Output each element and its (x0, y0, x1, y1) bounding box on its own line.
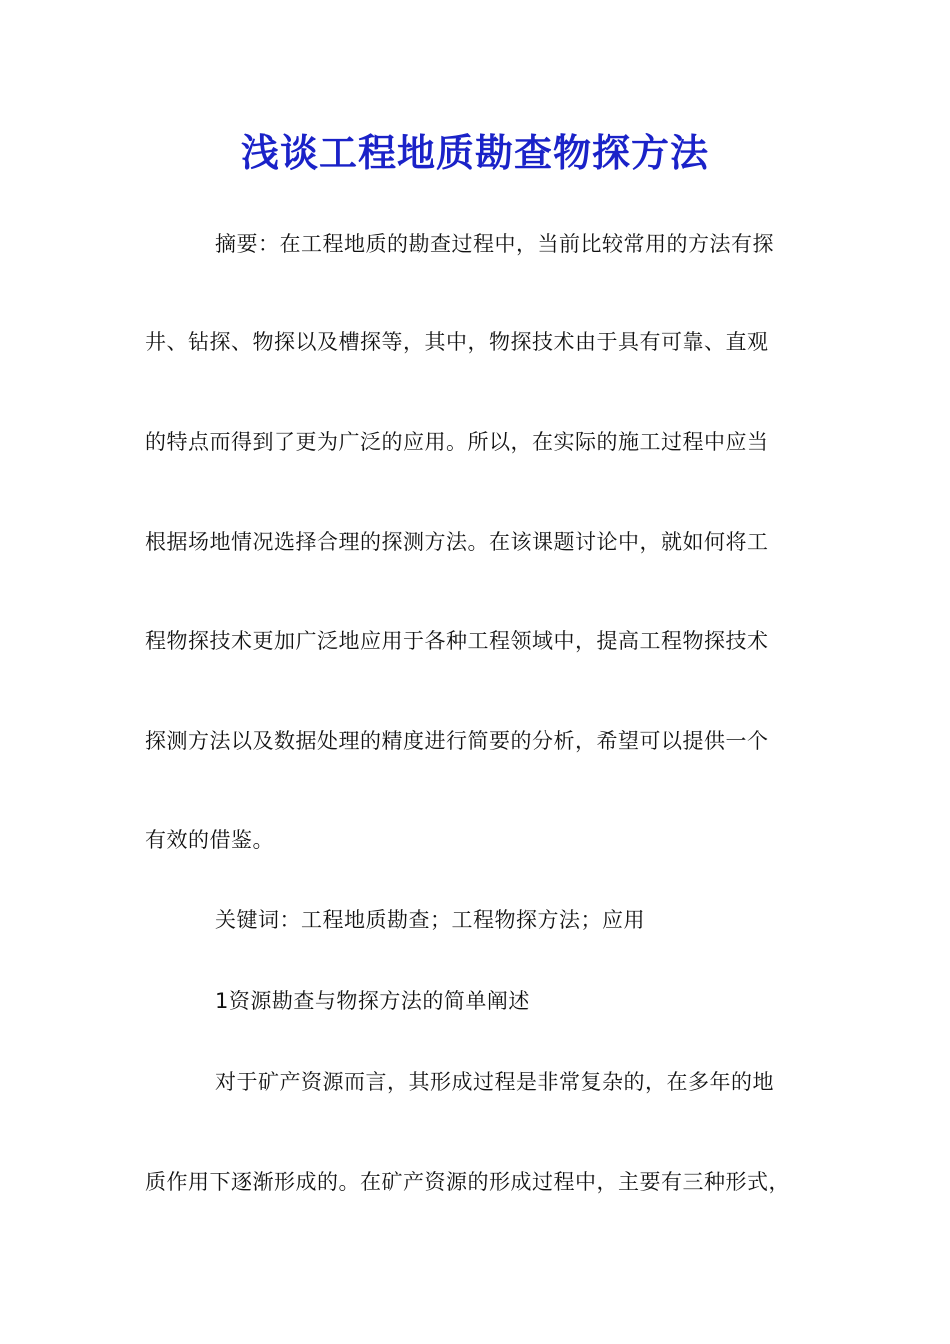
abstract-line-1: 摘要：在工程地质的勘查过程中，当前比较常用的方法有探 (215, 232, 774, 256)
body-line-1: 对于矿产资源而言，其形成过程是非常复杂的，在多年的地 (215, 1070, 774, 1094)
abstract-line-4: 根据场地情况选择合理的探测方法。在该课题讨论中，就如何将工 (145, 530, 769, 554)
abstract-line-5: 程物探技术更加广泛地应用于各种工程领域中，提高工程物探技术 (145, 629, 769, 653)
abstract-line-7: 有效的借鉴。 (145, 828, 274, 852)
abstract-line-2: 井、钻探、物探以及槽探等，其中，物探技术由于具有可靠、直观 (145, 330, 769, 354)
abstract-line-6: 探测方法以及数据处理的精度进行简要的分析，希望可以提供一个 (145, 729, 769, 753)
document-title: 浅谈工程地质勘查物探方法 (240, 130, 709, 175)
abstract-line-3: 的特点而得到了更为广泛的应用。所以，在实际的施工过程中应当 (145, 430, 769, 454)
keywords-line: 关键词：工程地质勘查；工程物探方法；应用 (215, 908, 645, 932)
body-line-2: 质作用下逐渐形成的。在矿产资源的形成过程中，主要有三种形式， (145, 1170, 790, 1194)
section-heading: 1资源勘查与物探方法的简单阐述 (215, 989, 530, 1013)
